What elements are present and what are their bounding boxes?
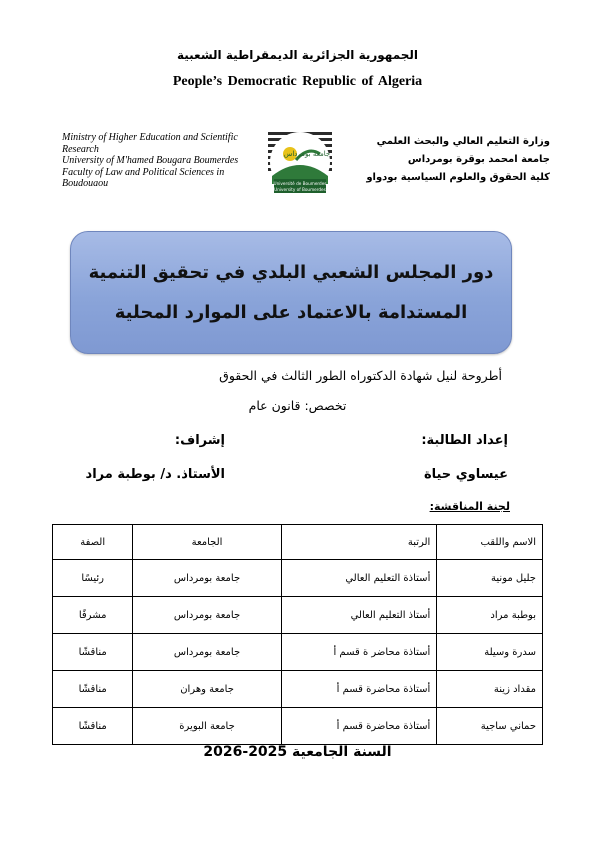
- thesis-title-box: [70, 231, 512, 354]
- member-role: مشرفًا: [53, 597, 133, 634]
- institution-arabic: [350, 133, 550, 187]
- member-name: حماني ساجية: [437, 708, 543, 745]
- member-rank: أستاذة محاضر ة قسم أ: [281, 634, 437, 671]
- thesis-type: أطروحة لنيل شهادة الدكتوراه الطور الثالث في الحقوق: [219, 368, 502, 383]
- member-name: بوطبة مراد: [437, 597, 543, 634]
- table-row: [53, 671, 543, 708]
- header-name: الاسم واللقب: [437, 525, 543, 560]
- ministry-line-ar: وزارة التعليم العالي والبحث العلمي: [376, 136, 550, 147]
- ministry-line-2: Research: [62, 143, 99, 155]
- supervisor-name: الأستاذ. د/ بوطبة مراد: [85, 467, 225, 482]
- faculty-line: Faculty of Law and Political Sciences in: [62, 166, 225, 178]
- member-rank: أستاذ التعليم العالي: [281, 597, 437, 634]
- table-row: [53, 597, 543, 634]
- member-role: مناقشًا: [53, 671, 133, 708]
- university-logo: [260, 124, 340, 202]
- member-role: رئيسًا: [53, 560, 133, 597]
- republic-english: People’s Democratic Republic of Algeria: [172, 74, 423, 89]
- university-line-ar: جامعة امحمد بوقرة بومرداس: [407, 154, 550, 165]
- member-role: مناقشًا: [53, 634, 133, 671]
- table-row: [53, 634, 543, 671]
- logo-arabic-text: جامعة بومرداس: [283, 150, 331, 158]
- table-row: [53, 560, 543, 597]
- logo-text-fr: Université de Boumerdes: [273, 181, 327, 186]
- member-name: سدرة وسيلة: [437, 634, 543, 671]
- header-rank: الرتبة: [281, 525, 437, 560]
- thesis-title-line-1: دور المجلس الشعبي البلدي في تحقيق التنمية: [88, 261, 494, 283]
- supervision-label: إشراف:: [174, 433, 225, 448]
- member-name: مقداد زينة: [437, 671, 543, 708]
- header-role: الصفة: [53, 525, 133, 560]
- table-header-row: [53, 525, 543, 560]
- member-university: جامعة البويرة: [133, 708, 281, 745]
- table-row: [53, 708, 543, 745]
- prepared-by-label: إعداد الطالبة:: [421, 433, 508, 448]
- header-university: الجامعة: [133, 525, 281, 560]
- university-line: University of M'hamed Bougara Boumerdes: [62, 155, 239, 166]
- member-university: جامعة بومرداس: [133, 634, 281, 671]
- specialty: تخصص: قانون عام: [248, 398, 347, 413]
- member-university: جامعة بومرداس: [133, 597, 281, 634]
- faculty-line-2: Boudouaou: [62, 178, 109, 189]
- member-rank: أستاذة محاضرة قسم أ: [281, 671, 437, 708]
- logo-text-en: University of Boumerdes: [274, 187, 326, 192]
- member-rank: أستاذة التعليم العالي: [281, 560, 437, 597]
- committee-table: [52, 524, 543, 745]
- member-role: مناقشًا: [53, 708, 133, 745]
- student-name: عيساوي حياة: [423, 467, 508, 482]
- member-rank: أستاذة محاضرة قسم أ: [281, 708, 437, 745]
- member-name: جليل مونية: [437, 560, 543, 597]
- thesis-title-line-2: المستدامة بالاعتماد على الموارد المحلية: [114, 301, 468, 323]
- republic-arabic: الجمهورية الجزائرية الديمقراطية الشعبية: [176, 48, 419, 62]
- member-university: جامعة بومرداس: [133, 560, 281, 597]
- academic-year: السنة الجامعية 2025-2026: [203, 744, 392, 760]
- ministry-line: Ministry of Higher Education and Scientific: [62, 132, 238, 143]
- committee-title: لجنة المناقشة:: [429, 500, 510, 513]
- member-university: جامعة وهران: [133, 671, 281, 708]
- institution-english: [62, 132, 252, 190]
- faculty-line-ar: كلية الحقوق والعلوم السياسية بودواو: [366, 172, 550, 183]
